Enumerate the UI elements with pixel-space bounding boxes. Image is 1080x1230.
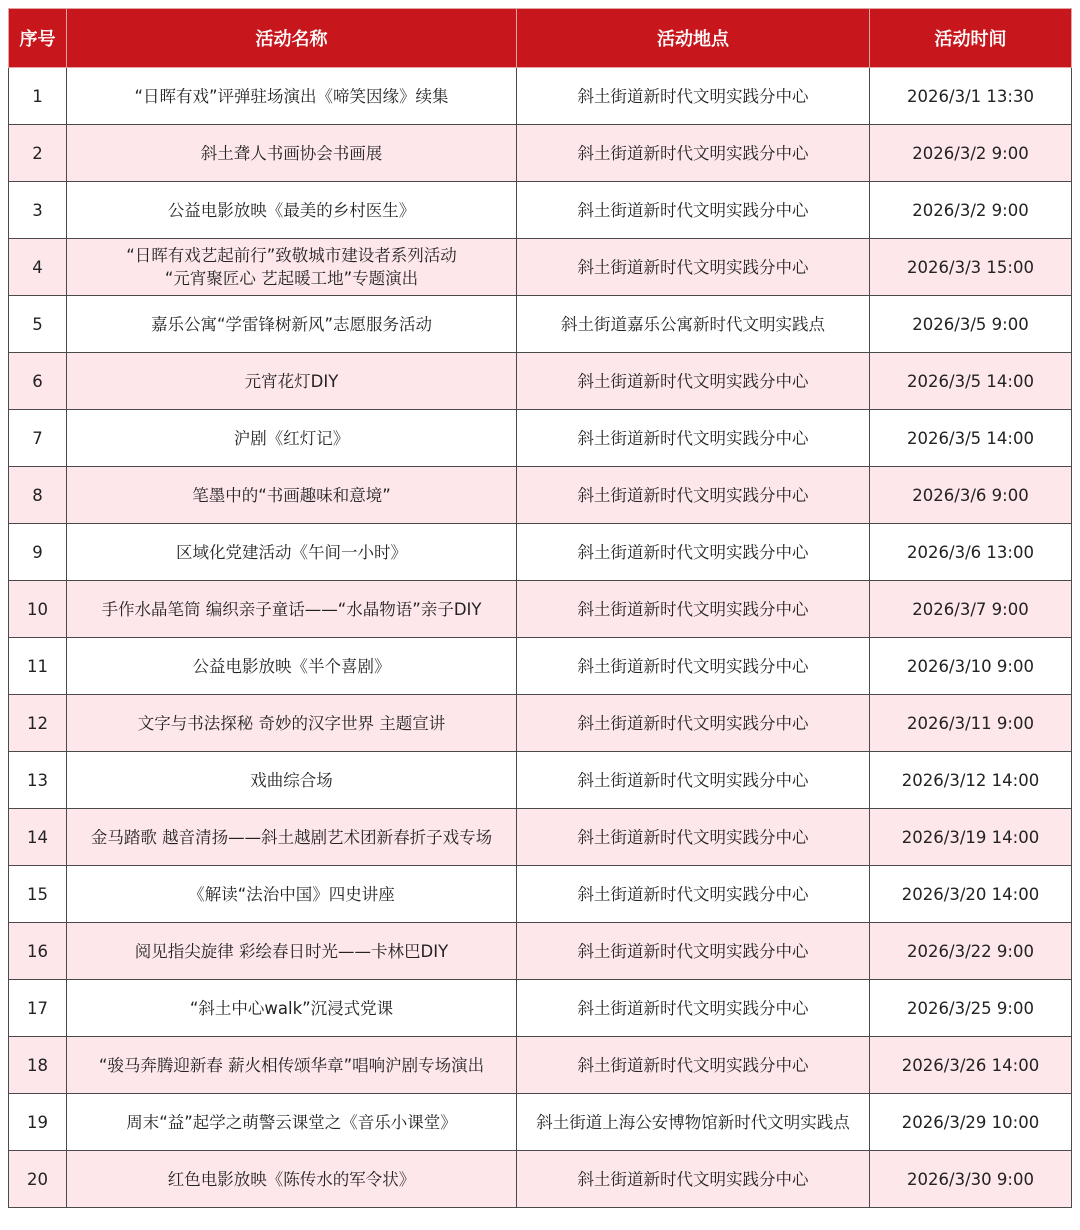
row-name: [67, 410, 517, 467]
row-seq: 18: [9, 1037, 67, 1094]
row-name: [67, 581, 517, 638]
row-place: 斜土街道新时代文明实践分中心: [517, 581, 870, 638]
row-place: 斜土街道上海公安博物馆新时代文明实践点: [517, 1094, 870, 1151]
row-seq: 1: [9, 68, 67, 125]
row-place: 斜土街道新时代文明实践分中心: [517, 638, 870, 695]
table-row: [9, 410, 1072, 467]
row-name-line: 金马踏歌 越音清扬——斜土越剧艺术团新春折子戏专场: [90, 827, 493, 847]
row-name-line: “日晖有戏”评弹驻场演出《啼笑因缘》续集: [134, 86, 449, 106]
row-name: [67, 125, 517, 182]
row-name-line: 戏曲综合场: [250, 770, 333, 790]
row-place: 斜土街道新时代文明实践分中心: [517, 125, 870, 182]
row-time: 2026/3/5 9:00: [870, 296, 1072, 353]
row-time: 2026/3/3 15:00: [870, 239, 1072, 296]
row-place: 斜土街道新时代文明实践分中心: [517, 1151, 870, 1208]
row-seq: 9: [9, 524, 67, 581]
row-time: 2026/3/6 13:00: [870, 524, 1072, 581]
row-seq: 2: [9, 125, 67, 182]
row-place: 斜土街道新时代文明实践分中心: [517, 524, 870, 581]
header-seq: 序号: [9, 9, 67, 68]
table-row: [9, 467, 1072, 524]
row-name: [67, 752, 517, 809]
row-name-line: “骏马奔腾迎新春 薪火相传颂华章”唱响沪剧专场演出: [98, 1055, 485, 1075]
table-row: [9, 695, 1072, 752]
row-name: [67, 1037, 517, 1094]
row-name-line: 文字与书法探秘 奇妙的汉字世界 主题宣讲: [137, 713, 446, 733]
activity-table: [8, 8, 1072, 1208]
header-time: 活动时间: [870, 9, 1072, 68]
table-row: [9, 239, 1072, 296]
row-time: 2026/3/12 14:00: [870, 752, 1072, 809]
row-time: 2026/3/29 10:00: [870, 1094, 1072, 1151]
row-time: 2026/3/6 9:00: [870, 467, 1072, 524]
row-seq: 14: [9, 809, 67, 866]
table-row: [9, 923, 1072, 980]
row-name-line: 元宵花灯DIY: [244, 371, 339, 391]
row-seq: 20: [9, 1151, 67, 1208]
table-row: [9, 581, 1072, 638]
row-seq: 16: [9, 923, 67, 980]
row-time: 2026/3/5 14:00: [870, 353, 1072, 410]
row-name-line: 嘉乐公寓“学雷锋树新风”志愿服务活动: [150, 314, 433, 334]
table-row: [9, 1151, 1072, 1208]
table-body: [9, 68, 1072, 1208]
row-seq: 6: [9, 353, 67, 410]
row-name-line: “日晖有戏艺起前行”致敬城市建设者系列活动: [126, 246, 457, 265]
row-name: [67, 1094, 517, 1151]
row-seq: 15: [9, 866, 67, 923]
row-time: 2026/3/1 13:30: [870, 68, 1072, 125]
row-name-line: 《解读“法治中国》四史讲座: [188, 884, 395, 904]
table-row: [9, 125, 1072, 182]
row-name: [67, 809, 517, 866]
row-seq: 17: [9, 980, 67, 1037]
table-row: [9, 1094, 1072, 1151]
row-name-line: 区域化党建活动《午间一小时》: [176, 542, 407, 562]
table-row: [9, 1037, 1072, 1094]
table-row: [9, 638, 1072, 695]
row-time: 2026/3/2 9:00: [870, 182, 1072, 239]
row-name: [67, 695, 517, 752]
row-name-line: 红色电影放映《陈传水的军令状》: [167, 1169, 416, 1189]
row-place: 斜土街道嘉乐公寓新时代文明实践点: [517, 296, 870, 353]
row-seq: 19: [9, 1094, 67, 1151]
row-name-line: 阅见指尖旋律 彩绘春日时光——卡林巴DIY: [134, 941, 449, 961]
row-name-line: 公益电影放映《半个喜剧》: [192, 656, 391, 676]
row-name: [67, 866, 517, 923]
row-name: [67, 638, 517, 695]
table-row: [9, 752, 1072, 809]
row-place: 斜土街道新时代文明实践分中心: [517, 809, 870, 866]
row-name-line: “斜土中心walk”沉浸式党课: [189, 998, 394, 1018]
table-row: [9, 296, 1072, 353]
row-time: 2026/3/20 14:00: [870, 866, 1072, 923]
row-time: 2026/3/25 9:00: [870, 980, 1072, 1037]
row-time: 2026/3/30 9:00: [870, 1151, 1072, 1208]
row-name-line: 周末“益”起学之萌警云课堂之《音乐小课堂》: [126, 1112, 457, 1132]
row-name: [67, 353, 517, 410]
row-name: [67, 1151, 517, 1208]
row-name: [67, 923, 517, 980]
row-name-line: 公益电影放映《最美的乡村医生》: [167, 200, 416, 220]
table-row: [9, 353, 1072, 410]
table-row: [9, 866, 1072, 923]
row-place: 斜土街道新时代文明实践分中心: [517, 68, 870, 125]
row-time: 2026/3/19 14:00: [870, 809, 1072, 866]
row-seq: 10: [9, 581, 67, 638]
row-seq: 12: [9, 695, 67, 752]
row-seq: 3: [9, 182, 67, 239]
row-name: [67, 467, 517, 524]
row-name-line: 沪剧《红灯记》: [233, 428, 350, 448]
row-time: 2026/3/5 14:00: [870, 410, 1072, 467]
row-name-line-2: “元宵聚匠心 艺起暖工地”专题演出: [164, 269, 419, 288]
row-seq: 13: [9, 752, 67, 809]
row-time: 2026/3/11 9:00: [870, 695, 1072, 752]
table-header-row: [9, 9, 1072, 68]
table-row: [9, 809, 1072, 866]
row-name: [67, 68, 517, 125]
header-name: 活动名称: [67, 9, 517, 68]
row-place: 斜土街道新时代文明实践分中心: [517, 695, 870, 752]
row-name: [67, 239, 517, 296]
row-time: 2026/3/10 9:00: [870, 638, 1072, 695]
row-time: 2026/3/2 9:00: [870, 125, 1072, 182]
row-seq: 4: [9, 239, 67, 296]
row-place: 斜土街道新时代文明实践分中心: [517, 467, 870, 524]
row-seq: 5: [9, 296, 67, 353]
row-place: 斜土街道新时代文明实践分中心: [517, 866, 870, 923]
row-name: [67, 980, 517, 1037]
row-place: 斜土街道新时代文明实践分中心: [517, 923, 870, 980]
row-place: 斜土街道新时代文明实践分中心: [517, 182, 870, 239]
table-row: [9, 68, 1072, 125]
activity-schedule: [8, 8, 1071, 1208]
row-time: 2026/3/26 14:00: [870, 1037, 1072, 1094]
table-row: [9, 182, 1072, 239]
row-place: 斜土街道新时代文明实践分中心: [517, 1037, 870, 1094]
row-place: 斜土街道新时代文明实践分中心: [517, 980, 870, 1037]
row-place: 斜土街道新时代文明实践分中心: [517, 239, 870, 296]
row-name: [67, 182, 517, 239]
row-name: [67, 524, 517, 581]
row-place: 斜土街道新时代文明实践分中心: [517, 752, 870, 809]
row-name-line: 笔墨中的“书画趣味和意境”: [192, 485, 391, 505]
row-name: [67, 296, 517, 353]
table-row: [9, 524, 1072, 581]
row-seq: 7: [9, 410, 67, 467]
row-place: 斜土街道新时代文明实践分中心: [517, 410, 870, 467]
row-name-line: 斜土聋人书画协会书画展: [200, 143, 383, 163]
row-place: 斜土街道新时代文明实践分中心: [517, 353, 870, 410]
header-place: 活动地点: [517, 9, 870, 68]
row-seq: 11: [9, 638, 67, 695]
row-time: 2026/3/22 9:00: [870, 923, 1072, 980]
table-row: [9, 980, 1072, 1037]
row-seq: 8: [9, 467, 67, 524]
row-time: 2026/3/7 9:00: [870, 581, 1072, 638]
row-name-line: 手作水晶笔筒 编织亲子童话——“水晶物语”亲子DIY: [101, 599, 482, 619]
